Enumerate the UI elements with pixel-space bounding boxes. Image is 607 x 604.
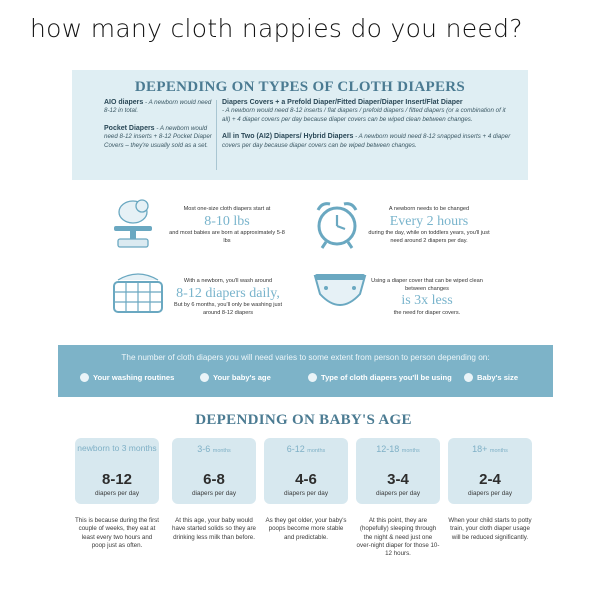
fact-wash [166, 278, 290, 317]
pocket-desc: - A newborn would need 8-12 inserts + 8-12 Pocket Diaper Covers – they're usually sold as a set. [104, 124, 212, 149]
age-desc-newborn: This is because during the first couple of weeks, they eat at least every two hours and poop just as often. [75, 517, 159, 550]
fact-cover-pre: Using a diaper cover that can be wiped clean between changes [371, 278, 483, 292]
factor-age [200, 373, 271, 382]
fact-change-big: Every 2 hours [389, 213, 469, 229]
birthday-cake-icon [200, 373, 209, 382]
covers-name: Diapers Covers + a Prefold Diaper/Fitted Diaper/Diaper Insert/Flat Diaper [222, 99, 463, 106]
fact-wash-pre: With a newborn, you'll wash around [183, 278, 273, 284]
laundry-basket-icon [110, 268, 166, 320]
fact-change-pre: A newborn needs to be changed [388, 206, 470, 212]
age-card-12-18 [356, 438, 440, 504]
ai2-desc: - A newborn would need 8-12 snapped inserts + 4 diaper covers per day because diaper covers can be wiped between changes. [222, 133, 511, 149]
age-unit: diapers per day [467, 490, 513, 497]
fact-weight-big: 8-10 lbs [204, 213, 250, 229]
fact-weight-pre: Most one-size cloth diapers start at [183, 206, 271, 212]
age-range: 18+ [472, 444, 488, 454]
age-label [172, 445, 256, 455]
factor-washing [80, 373, 174, 382]
age-range: 12-18 [376, 444, 400, 454]
age-label: newborn to 3 months [77, 443, 157, 453]
age-suffix: months [401, 448, 420, 454]
aio-desc: - A newborn would need 8-12 in total. [104, 99, 212, 115]
diaper-types-right-column [222, 98, 512, 158]
covers-entry [222, 98, 512, 124]
factor-age-label: Your baby's age [213, 373, 271, 382]
fact-change-post: during the day, while on toddlers years, you'll just need around 2 diapers per day. [368, 230, 490, 244]
fact-weight [168, 206, 286, 245]
factor-size [464, 373, 518, 382]
ai2-name: All in Two (AI2) Diapers/ Hybrid Diapers [222, 133, 354, 141]
factor-size-label: Baby's size [477, 373, 519, 382]
age-unit: diapers per day [283, 490, 329, 497]
headline: how many cloth nappies do you need? [30, 14, 523, 43]
age-unit: diapers per day [94, 490, 140, 497]
factor-type-label: Type of cloth diapers you'll be using [321, 373, 452, 382]
section-title-age: DEPENDING ON BABY'S AGE [195, 412, 412, 428]
ai2-entry [222, 132, 512, 150]
factor-washing-label: Your washing routines [93, 373, 175, 382]
age-desc-12-18: At this point, they are (hopefully) sleeping through the night & need just one over-night diaper for those 10-12 hours. [356, 517, 440, 558]
age-unit: diapers per day [375, 490, 421, 497]
fact-cover [370, 278, 484, 317]
column-divider [216, 100, 217, 170]
age-desc-6-12: As they get older, your baby's poops become more stable and predictable. [265, 517, 347, 541]
age-count: 3-4 [387, 471, 409, 488]
age-card-3-6 [172, 438, 256, 504]
diaper-types-panel [72, 70, 528, 180]
age-suffix: months [489, 448, 508, 454]
fact-wash-post: But by 6 months, you'll only be washing just around 8-12 diapers [173, 302, 283, 316]
age-card-6-12 [264, 438, 348, 504]
pocket-entry [104, 124, 212, 150]
age-count: 4-6 [295, 471, 317, 488]
covers-desc: - A newborn would need 8-12 inserts / flat diapers / prefold diapers / fitted diapers (or a combination of it all) + 4 diaper covers per day because diaper covers can be wiped clean between changes. [222, 107, 506, 123]
age-desc-3-6: At this age, your baby would have started solids so they are drinking less milk than before. [172, 517, 256, 541]
age-count: 2-4 [479, 471, 501, 488]
section-title-types: DEPENDING ON TYPES OF CLOTH DIAPERS [134, 79, 466, 95]
baby-on-scale-icon [104, 194, 162, 250]
age-suffix: months [212, 448, 231, 454]
age-count: 8-12 [101, 471, 133, 488]
age-label [264, 445, 348, 455]
factors-banner [58, 345, 553, 397]
age-label [448, 445, 532, 455]
age-range: 3-6 [197, 444, 211, 454]
pocket-name: Pocket Diapers [104, 124, 155, 132]
baby-size-icon [464, 373, 473, 382]
fact-weight-post: and most babies are born at approximately 5-8 lbs [169, 230, 285, 244]
factor-type [308, 373, 452, 382]
diaper-type-icon [308, 373, 317, 382]
age-card-18-plus [448, 438, 532, 504]
diaper-icon [312, 268, 368, 318]
age-card-newborn [75, 438, 159, 504]
age-range: 6-12 [286, 444, 305, 454]
fact-change [366, 206, 492, 245]
fact-cover-big: is 3x less [401, 293, 453, 309]
fact-cover-post: the need for diaper covers. [393, 309, 461, 316]
age-label [356, 445, 440, 455]
age-unit: diapers per day [191, 490, 237, 497]
aio-entry [104, 98, 212, 116]
banner-text: The number of cloth diapers you will need varies to some extent from person to person depending on: [121, 353, 490, 362]
age-suffix: months [307, 448, 326, 454]
age-desc-18-plus: When your child starts to potty train, your cloth diaper usage will be reduced significantly. [448, 517, 532, 541]
washing-machine-icon [80, 373, 89, 382]
alarm-clock-icon [312, 198, 362, 250]
aio-name: AIO diapers [104, 99, 144, 106]
age-count: 6-8 [203, 471, 225, 488]
diaper-types-left-column [104, 98, 212, 158]
fact-wash-big: 8-12 diapers daily, [176, 285, 280, 301]
